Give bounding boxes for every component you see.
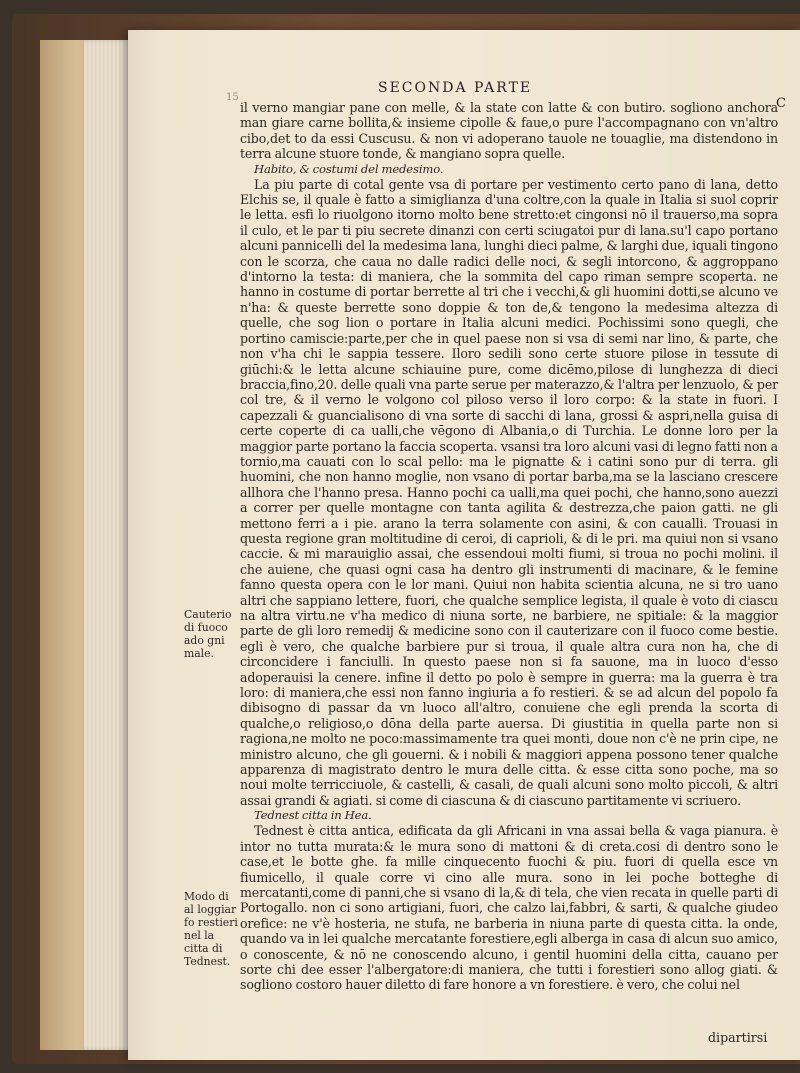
paragraph-2: La piu parte di cotal gente vsa di portare per vestimento certo pano di lana, detto Elchis se, il quale è fatto a simiglianza d'una coltre,con la quale in Italia si suol coprir le letta. esfi lo riuolgono itorno molto bene stretto:et cingonsi nō il trauerso,ma sopra il culo, et le par ti piu secrete dinanzi con certi sciugatoi pur di lana.su'l capo portano alcuni pannicelli del la medesima lana, lunghi dieci palme, & larghi due, iquali tingono con le scorza, che caua no dalle radici delle noci, & segli intorcono, & aggroppano d'intorno la testa: di maniera, che la sommita del capo riman sempre scoperta. ne hanno in costume di portar berrette al tri che i vecchi,& gli huomini dotti,se alcuno ve n'ha: & queste berrette sono doppie & ton de,& tengono la medesima altezza di quelle, che sog lion o portare in Italia alcuni medici. Pochissimi sono quegli, che portino camiscie:parte,per che in quel paese non si vsa di semi nar lino, & parte, che non v'ha chi le sappia tessere. Iloro sedili sono certe stuore pilose in tessute di giūchi:& le letta alcune schiauine pure, come dicēmo,pilose di lunghezza di dieci braccia,fino,20. delle quali vna parte serue per materazzo,& l'altra per lenzuolo, & per col tre, & il verno le volgono col piloso verso il loro corpo: & la state in fuori. I capezzali & guancialisono di vna sorte di sacchi di lana, grossi & aspri,nella guisa di certe coperte di ca ualli,che vēgono di Albania,o di Turchia. Le donne loro per la maggior parte portano la faccia scoperta. vsansi tra loro alcuni vasi di legno fatti non a tornio,ma cauati con lo scal pello: ma le pignatte & i catini sono pur di terra. gli huomini, che non hanno moglie, non vsano di portar barba,ma se la lasciano crescere allhora che l'hanno presa. Hanno pochi ca ualli,ma quei pochi, che hanno,sono auezzi a correr per quelle montagne con tanta agilita & destrezza,che paion gatti. ne gli mettono ferri a i pie. arano la terra solamente con asini, & con caualli. Trouasi in questa regione gran moltitudine di ceroi, di caprioli, & di le pri. ma quiui non si vsano caccie. & mi marauiglio assai, che essendoui molti fiumi, si troua no pochi molini. il che auiene, che quasi ogni casa ha dentro gli instrumenti di macinare, & le femine fanno questa opera con le lor mani. Quiui non habita scientia alcuna, ne si tro uano altri che sappiano lettere, fuori, che qualche semplice legista, il quale è voto di ciascu na altra virtu.ne v'ha medico di niuna sorte, ne barbiere, ne spitiale: & la maggior parte de gli loro remedij & medicine sono con il cauterizare con il fuoco come bestie. egli è vero, che qualche barbiere pur si troua, il quale altra cura non ha, che di circoncidere i fanciulli. In questo paese non si fa sauone, ma in luoco d'esso adoperauisi la cenere. infine il detto po polo è sempre in guerra: ma la guerra è tra loro: di maniera,che essi non fanno ingiuria a fo restieri. & se ad alcun del popolo fa dibisogno di passar da vn luoco all'altro, conuiene che egli prenda la scorta di qualche,o religioso,o dōna della parte auersa. Di giustitia in quella parte non si ragiona,ne molto ne poco:massimamente tra quei monti, doue non c'è ne prin cipe, ne ministro alcuno, che gli gouerni. & i nobili & maggiori appena possono tener qualche apparenza di magistrato dentro le mura delle citta. & esse citta sono poche, ma so noui molte terricciuole, & castelli, & casali, de quali alcuni sono molto piccoli, & altri assai grandi & agiati. si come di ciascuna & di ciascuno partitamente vi scriuero. [240, 176, 778, 808]
book-page [128, 30, 800, 1060]
margin-note-cauterio: Cauterio di fuoco ado gni male. [184, 608, 232, 660]
heading-tednest: Tednest citta in Hea. [254, 808, 372, 823]
text-column [240, 100, 778, 993]
running-head: SECONDA PARTE [378, 80, 533, 96]
folio-mark: 15 [226, 92, 239, 103]
page-edges [84, 40, 134, 1050]
paragraph-1: il verno mangiar pane con melle, & la state con latte & con butiro. sogliono anchora man giare carne bollita,& insieme cipolle & faue,o pure l'accompagnano con vn'altro cibo,det to da essi Cuscusu. & non vi adoperano tauole ne touaglie, ma distendono in terra alcune stuore tonde, & mangiano sopra quelle. [240, 100, 778, 162]
paragraph-3: Tednest è citta antica, edificata da gli Africani in vna assai bella & vaga pianura. è intor no tutta murata:& le mura sono di mattoni & di creta.cosi di dentro sono le case,et le botte ghe. fa mille cinquecento fuochi & piu. fuori di quella esce vn fiumicello, il quale corre vi cino alle mura. sono in lei poche botteghe di mercatanti,come di panni,che si vsano di la,& di tela, che vien recata in quelle parti di Portogallo. non ci sono artigiani, fuori, che calzo lai,fabbri, & sarti, & qualche giudeo orefice: ne v'è hosteria, ne stufa, ne barberia in niuna parte di questa citta. la onde, quando va in lei qualche mercatante forestiere,egli alberga in casa di alcun suo amico, o conoscente, & nō ne conoscendo alcuno, i gentil huomini della citta, cauano per sorte chi dee esser l'albergatore:di maniera, che tutti i forestieri sono allog giati. & sogliono costoro hauer diletto di fare honore a vn forestiere. è vero, che colui nel [240, 823, 778, 993]
heading-habito: Habito, & costumi del medesimo. [254, 161, 444, 176]
catchword: dipartirsi [708, 1030, 768, 1045]
margin-note-modo: Modo di al loggiar fo restieri nel la citta di Tednest. [184, 890, 238, 968]
edge-mark: C [776, 96, 786, 111]
